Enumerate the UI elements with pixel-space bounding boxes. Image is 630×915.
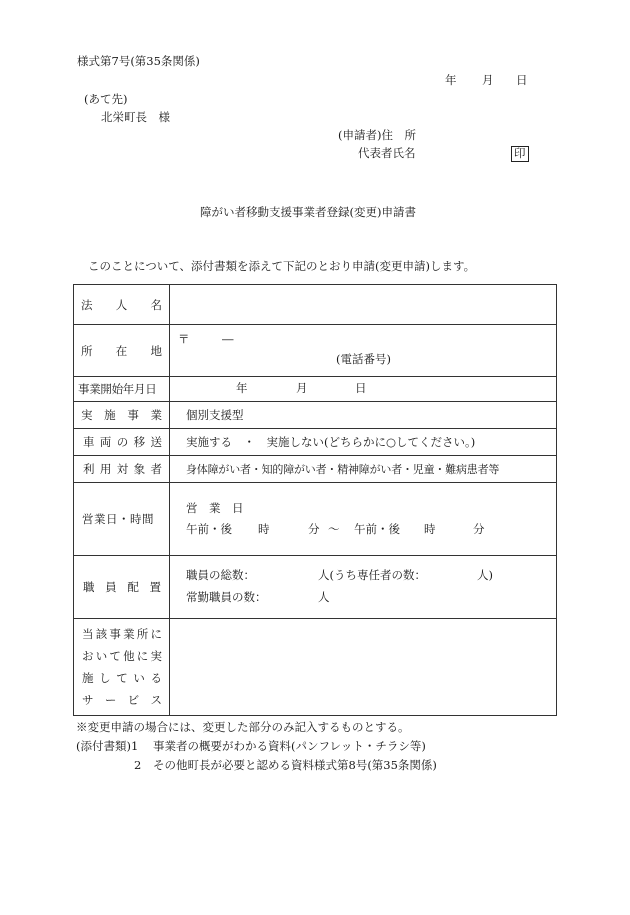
label-char: 施	[82, 671, 94, 685]
start-ampm-label: 午前・後	[186, 522, 232, 536]
field-staff[interactable]	[170, 556, 557, 619]
label-char: 両	[99, 435, 112, 449]
label-char: 在	[115, 343, 128, 358]
addressee: 北栄町長 様	[101, 110, 170, 124]
field-target-users[interactable]	[170, 456, 557, 483]
staff-total-label: 職員の総数：	[186, 568, 255, 582]
row-other-services	[74, 619, 557, 716]
attachment-2: その他町長が必要と認める資料様式第8号(第35条関係)	[153, 758, 437, 772]
date-month-label: 月	[482, 73, 494, 87]
label-char: 実	[150, 649, 162, 663]
start-month-label: 月	[296, 381, 308, 395]
label-char: 職	[83, 580, 95, 594]
label-other-services	[74, 619, 170, 716]
label-char: 者	[150, 462, 162, 476]
start-hour-label: 時	[258, 522, 270, 536]
vehicle-transport-options: 実施する ・ 実施しない(どちらかに○してください。)	[186, 435, 476, 449]
label-char: 事	[127, 408, 139, 422]
label-text: 事業開始年月日	[78, 382, 157, 396]
label-corporation-name	[74, 285, 170, 325]
intro-text: このことについて、添付書類を添えて下記のとおり申請(変更申請)します。	[88, 259, 476, 273]
label-char: い	[133, 671, 145, 685]
phone-label: (電話番号)	[336, 352, 391, 366]
label-char: 業	[150, 408, 162, 422]
label-char: お	[82, 649, 94, 663]
label-char: 移	[133, 435, 146, 449]
attachments-label: (添付書類)1	[76, 739, 139, 753]
addressee-label: (あて先)	[84, 92, 128, 106]
label-char: 業	[123, 627, 135, 641]
label-char: サ	[82, 693, 94, 707]
field-service-type	[170, 402, 557, 429]
end-minute-label: 分	[473, 522, 485, 536]
row-start-date	[74, 377, 557, 402]
start-day-label: 日	[355, 381, 367, 395]
end-hour-label: 時	[424, 522, 436, 536]
field-location[interactable]	[170, 325, 557, 377]
label-staff	[74, 556, 170, 619]
label-char: 該	[95, 627, 108, 641]
document-title: 障がい者移動支援事業者登録(変更)申請書	[200, 205, 416, 219]
label-char: に	[136, 649, 149, 663]
label-char: て	[116, 671, 128, 685]
field-vehicle-transport[interactable]	[170, 429, 557, 456]
start-year-label: 年	[236, 381, 248, 395]
label-char: 対	[116, 462, 129, 476]
label-char: 実	[81, 408, 93, 422]
row-corporation-name	[74, 285, 557, 325]
field-business-hours[interactable]	[170, 483, 557, 556]
field-other-services[interactable]	[170, 619, 557, 716]
date-day-label: 日	[516, 73, 528, 87]
staff-fulltime-unit: 人	[318, 590, 330, 604]
field-corporation-name[interactable]	[170, 285, 557, 325]
label-char: し	[99, 671, 111, 685]
label-business-hours	[74, 483, 170, 556]
label-char: 施	[104, 408, 116, 422]
attachment-2-number: 2	[134, 758, 142, 772]
label-char: 法	[81, 297, 93, 312]
staff-total-unit: 人(うち専任者の数：	[318, 568, 426, 582]
label-char: 配	[127, 580, 139, 594]
label-char: 置	[149, 580, 161, 594]
form-number: 様式第7号(第35条関係)	[77, 54, 200, 68]
label-char: の	[116, 435, 129, 449]
label-target-users	[74, 456, 170, 483]
label-char: 象	[133, 462, 146, 476]
postal-dash: ―	[222, 332, 234, 346]
label-location	[74, 325, 170, 377]
label-char: 送	[150, 435, 162, 449]
label-char: 員	[105, 580, 117, 594]
label-vehicle-transport	[74, 429, 170, 456]
row-service-type	[74, 402, 557, 429]
row-location	[74, 325, 557, 377]
label-char: ー	[104, 693, 117, 707]
row-vehicle-transport	[74, 429, 557, 456]
label-char: ス	[150, 693, 162, 707]
range-tilde: ～	[328, 522, 340, 536]
label-char: い	[95, 649, 108, 663]
application-form-table	[73, 284, 557, 716]
label-text: 営業日・時間	[82, 512, 154, 526]
row-business-hours	[74, 483, 557, 556]
postal-mark: 〒	[178, 332, 190, 346]
label-char: 所	[81, 343, 93, 358]
label-char: に	[150, 627, 162, 641]
row-staff	[74, 556, 557, 619]
staff-fulltime-label: 常勤職員の数：	[186, 590, 267, 604]
service-type-value: 個別支援型	[186, 408, 244, 422]
label-service-type	[74, 402, 170, 429]
label-char: 他	[123, 649, 135, 663]
date-year-label: 年	[445, 73, 457, 87]
representative-name-label: 代表者氏名	[358, 146, 416, 160]
label-char: 所	[136, 627, 149, 641]
start-minute-label: 分	[308, 522, 320, 536]
label-char: 人	[115, 297, 128, 312]
applicant-address-label: (申請者)住 所	[338, 128, 416, 142]
end-ampm-label: 午前・後	[354, 522, 400, 536]
label-char: 用	[99, 462, 112, 476]
target-users-options: 身体障がい者・知的障がい者・精神障がい者・児童・難病患者等	[186, 463, 500, 476]
label-char: 当	[82, 627, 94, 641]
label-char: 車	[83, 435, 95, 449]
label-char: 地	[150, 343, 162, 358]
field-start-date[interactable]	[170, 377, 557, 402]
label-char: て	[109, 649, 121, 663]
staff-dedicated-unit: 人)	[477, 568, 493, 582]
row-target-users	[74, 456, 557, 483]
label-start-date	[74, 377, 170, 402]
label-char: 事	[109, 627, 121, 641]
label-char: 利	[83, 462, 95, 476]
change-note: ※変更申請の場合には、変更した部分のみ記入するものとする。	[76, 720, 410, 734]
label-char: る	[150, 671, 162, 685]
label-char: ビ	[127, 693, 140, 707]
label-char: 名	[150, 297, 162, 312]
seal-mark: 印	[511, 146, 529, 162]
business-days-label: 営 業 日	[186, 501, 244, 515]
attachment-1: 事業者の概要がわかる資料(パンフレット・チラシ等)	[153, 739, 426, 753]
